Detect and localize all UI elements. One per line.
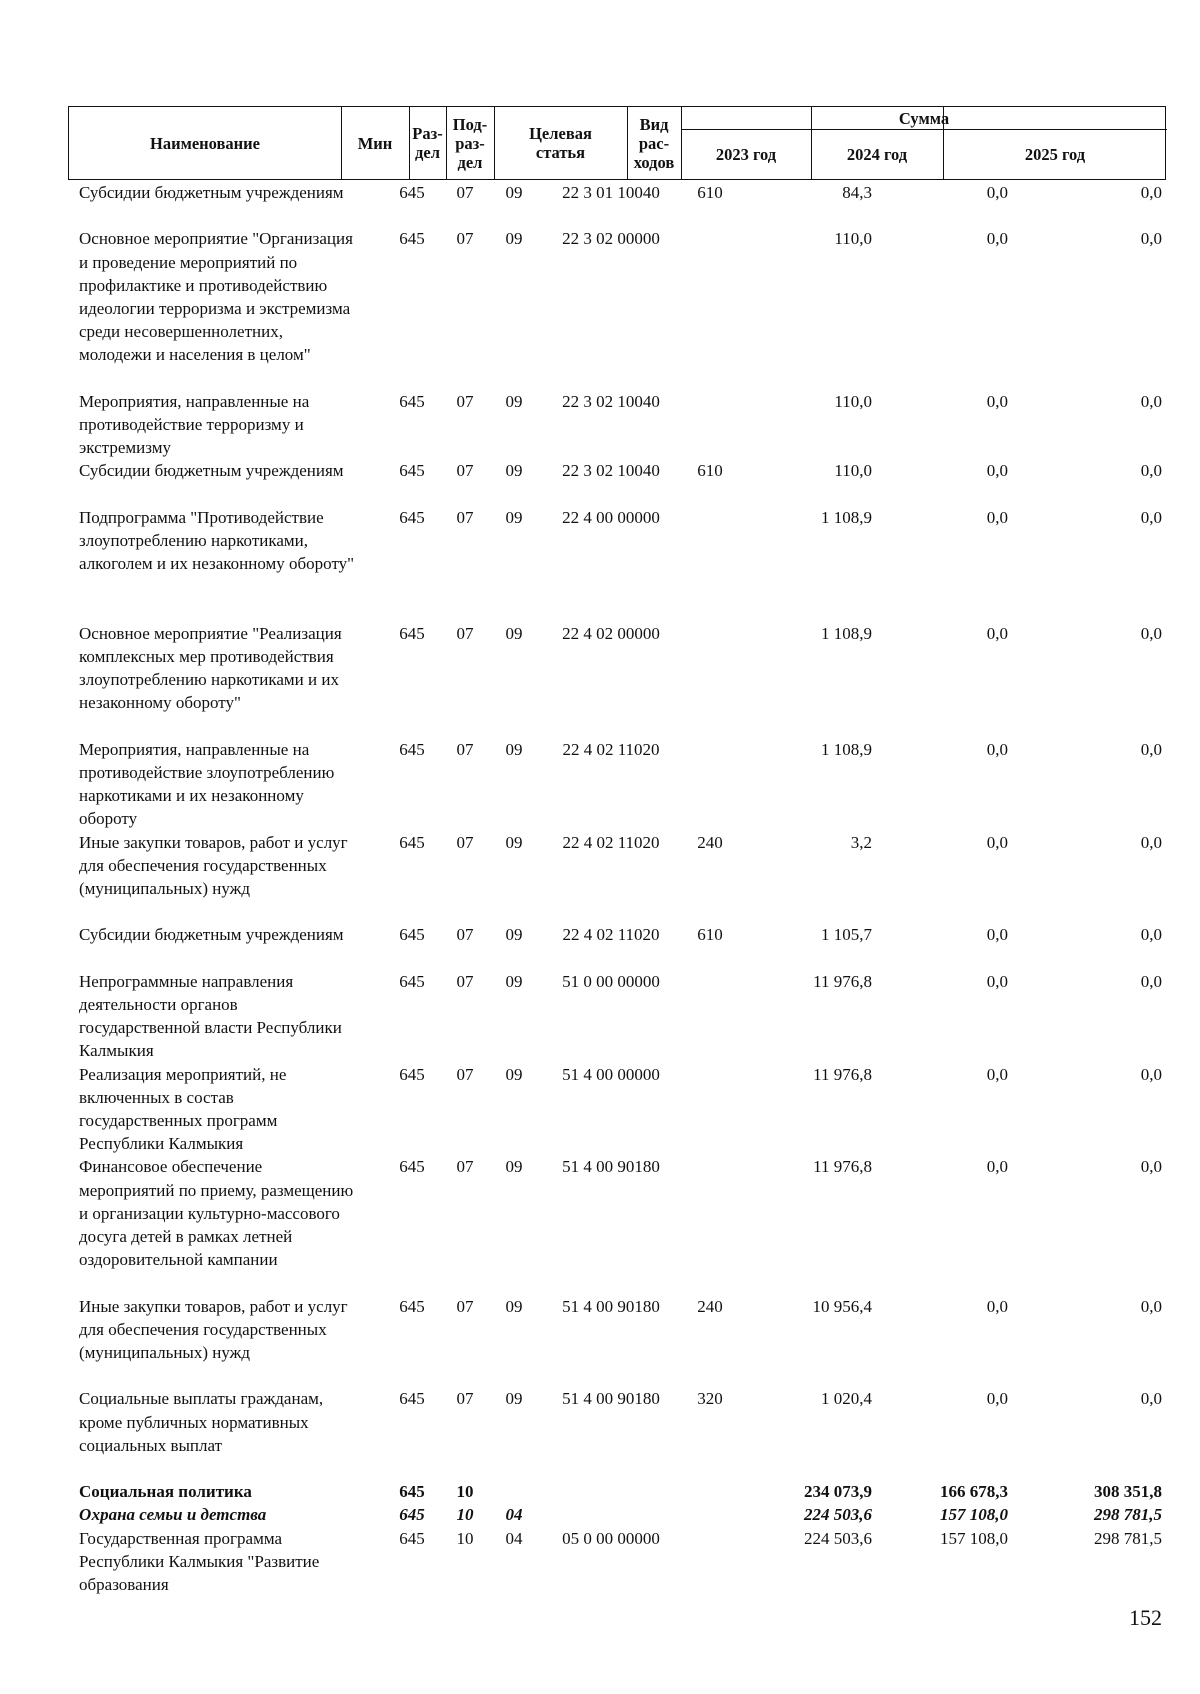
cell-podrazdel: 09: [505, 461, 523, 481]
cell-sum-2023: 84,3: [842, 183, 872, 202]
cell-sum-2024: 0,0: [986, 623, 1008, 643]
cell-name: Социальные выплаты гражданам, кроме публичных нормативных социальных выплат: [79, 1389, 324, 1455]
cell-min: 645: [399, 832, 425, 852]
table-row: [68, 1527, 1166, 1597]
cell-sum-2024: 166 678,3: [940, 1482, 1008, 1502]
cell-sum-2025: 0,0: [1140, 739, 1162, 759]
header-summa: Сумма: [898, 108, 950, 128]
header-naimenovanie: Наименование: [150, 133, 260, 153]
cell-min: 645: [399, 461, 425, 481]
cell-name: Охрана семьи и детства: [79, 1505, 267, 1525]
cell-min: 645: [399, 623, 425, 643]
table-row: [68, 1295, 1166, 1388]
cell-sum-2025: 0,0: [1140, 1064, 1162, 1084]
cell-vid: 320: [697, 1389, 723, 1409]
cell-podrazdel: 09: [505, 1389, 523, 1409]
cell-target: 22 4 00 00000: [562, 507, 660, 527]
cell-sum-2024: 0,0: [986, 925, 1008, 945]
cell-sum-2024: 0,0: [986, 1157, 1008, 1177]
cell-razdel: 07: [456, 739, 474, 759]
cell-sum-2023: 224 503,6: [804, 1505, 872, 1525]
table-body: [68, 181, 1166, 1596]
cell-sum-2023: 1 108,9: [821, 739, 872, 759]
cell-sum-2024: 0,0: [986, 229, 1008, 249]
cell-name: Финансовое обеспечение мероприятий по приему, размещению и организации культурно-массового досуга детей в рамках летней оздоровительной кампании: [79, 1157, 354, 1270]
cell-razdel: 07: [456, 1064, 474, 1084]
cell-min: 645: [399, 1528, 425, 1548]
cell-target: 22 3 01 10040: [562, 183, 660, 202]
cell-sum-2023: 1 020,4: [821, 1389, 872, 1409]
cell-sum-2025: 0,0: [1140, 925, 1162, 945]
cell-name: Государственная программа Республики Калмыкия "Развитие образования: [79, 1528, 320, 1594]
cell-razdel: 07: [456, 925, 474, 945]
cell-target: 51 4 00 90180: [562, 1296, 660, 1316]
cell-sum-2024: 0,0: [986, 1064, 1008, 1084]
cell-sum-2024: 0,0: [986, 461, 1008, 481]
cell-name: Реализация мероприятий, не включенных в состав государственных программ Республики Калмыкия: [79, 1064, 287, 1154]
cell-sum-2023: 1 105,7: [821, 925, 872, 945]
cell-sum-2023: 110,0: [834, 229, 872, 249]
cell-min: 645: [399, 739, 425, 759]
cell-name: Субсидии бюджетным учреждениям: [79, 925, 344, 945]
cell-sum-2025: 298 781,5: [1094, 1505, 1162, 1525]
cell-sum-2024: 0,0: [986, 832, 1008, 852]
cell-razdel: 07: [456, 971, 474, 991]
cell-razdel: 07: [456, 623, 474, 643]
cell-podrazdel: 09: [505, 391, 523, 411]
cell-sum-2025: 0,0: [1140, 461, 1162, 481]
cell-podrazdel: 04: [505, 1528, 523, 1548]
cell-podrazdel: 09: [505, 229, 523, 249]
cell-sum-2025: 308 351,8: [1094, 1482, 1162, 1502]
cell-razdel: 10: [456, 1505, 474, 1525]
table-row: [68, 970, 1166, 1063]
cell-podrazdel: 09: [505, 832, 523, 852]
cell-sum-2024: 0,0: [986, 391, 1008, 411]
cell-min: 645: [399, 183, 425, 202]
cell-min: 645: [399, 391, 425, 411]
cell-target: 51 4 00 90180: [562, 1389, 660, 1409]
cell-sum-2023: 110,0: [834, 391, 872, 411]
table-row: [68, 390, 1166, 460]
cell-sum-2024: 0,0: [986, 1296, 1008, 1316]
table-row: [68, 1155, 1166, 1294]
cell-razdel: 07: [456, 832, 474, 852]
cell-razdel: 07: [456, 507, 474, 527]
cell-target: 22 4 02 00000: [562, 623, 660, 643]
cell-target: 51 4 00 00000: [562, 1064, 660, 1084]
cell-sum-2024: 0,0: [986, 971, 1008, 991]
table-row: [68, 1480, 1166, 1503]
cell-podrazdel: 09: [505, 183, 523, 202]
cell-sum-2025: 0,0: [1140, 391, 1162, 411]
cell-sum-2025: 0,0: [1140, 623, 1162, 643]
cell-sum-2025: 0,0: [1140, 183, 1162, 202]
cell-vid: 240: [697, 832, 723, 852]
cell-sum-2023: 11 976,8: [813, 1157, 872, 1177]
cell-sum-2024: 0,0: [986, 1389, 1008, 1409]
cell-name: Мероприятия, направленные на противодействие злоупотреблению наркотиками и их незаконному обороту: [79, 739, 335, 829]
header-razdel: Раз- дел: [412, 124, 443, 162]
cell-sum-2025: 0,0: [1140, 832, 1162, 852]
cell-podrazdel: 09: [505, 1296, 523, 1316]
cell-sum-2023: 1 108,9: [821, 623, 872, 643]
cell-min: 645: [399, 1157, 425, 1177]
cell-podrazdel: 09: [505, 925, 523, 945]
table-row: [68, 923, 1166, 969]
cell-target: 22 3 02 10040: [562, 391, 660, 411]
cell-sum-2023: 11 976,8: [813, 971, 872, 991]
cell-target: 51 0 00 00000: [562, 971, 660, 991]
cell-name: Субсидии бюджетным учреждениям: [79, 183, 344, 202]
cell-sum-2023: 3,2: [850, 832, 872, 852]
cell-name: Мероприятия, направленные на противодействие терроризму и экстремизму: [79, 391, 310, 458]
cell-name: Субсидии бюджетным учреждениям: [79, 461, 344, 481]
cell-vid: 610: [697, 183, 723, 202]
header-2024: 2024 год: [846, 144, 908, 164]
cell-name: Иные закупки товаров, работ и услуг для обеспечения государственных (муниципальных) нужд: [79, 1296, 348, 1362]
cell-target: 22 3 02 10040: [562, 461, 660, 481]
cell-sum-2023: 11 976,8: [813, 1064, 872, 1084]
cell-sum-2023: 224 503,6: [804, 1528, 872, 1548]
cell-razdel: 07: [456, 391, 474, 411]
cell-min: 645: [399, 1505, 425, 1525]
cell-sum-2024: 0,0: [986, 183, 1008, 202]
cell-target: 22 4 02 11020: [562, 739, 660, 759]
cell-min: 645: [399, 507, 425, 527]
cell-target: 22 4 02 11020: [562, 925, 660, 945]
cell-podrazdel: 09: [505, 623, 523, 643]
cell-name: Основное мероприятие "Реализация комплексных мер противодействия злоупотреблению наркотиками и их незаконному обороту": [79, 623, 342, 713]
cell-podrazdel: 09: [505, 507, 523, 527]
cell-razdel: 07: [456, 461, 474, 481]
cell-target: 22 4 02 11020: [562, 832, 660, 852]
cell-target: 51 4 00 90180: [562, 1157, 660, 1177]
cell-name: Подпрограмма "Противодействие злоупотреблению наркотиками, алкоголем и их незаконному обороту": [79, 507, 355, 574]
cell-sum-2025: 0,0: [1140, 1296, 1162, 1316]
cell-min: 645: [399, 1064, 425, 1084]
header-podrazdel: Под- раз- дел: [452, 114, 488, 172]
cell-name: Основное мероприятие "Организация и проведение мероприятий по профилактике и противодействию идеологии терроризма и экстремизма среди несовершеннолетних, молодежи и населения в целом": [79, 229, 353, 365]
cell-sum-2025: 0,0: [1140, 1389, 1162, 1409]
table-row: [68, 1387, 1166, 1480]
cell-sum-2025: 298 781,5: [1094, 1528, 1162, 1548]
cell-sum-2023: 234 073,9: [804, 1482, 872, 1502]
cell-podrazdel: 09: [505, 1064, 523, 1084]
cell-target: 05 0 00 00000: [562, 1528, 660, 1548]
header-min: Мин: [357, 133, 393, 153]
cell-min: 645: [399, 1482, 425, 1502]
cell-min: 645: [399, 1389, 425, 1409]
cell-sum-2024: 157 108,0: [940, 1505, 1008, 1525]
cell-podrazdel: 09: [505, 739, 523, 759]
cell-min: 645: [399, 229, 425, 249]
table-row: [68, 622, 1166, 738]
cell-sum-2025: 0,0: [1140, 1157, 1162, 1177]
cell-razdel: 07: [456, 1296, 474, 1316]
cell-razdel: 07: [456, 183, 474, 202]
cell-name: Иные закупки товаров, работ и услуг для обеспечения государственных (муниципальных) нужд: [79, 832, 348, 898]
table-row: [68, 1063, 1166, 1156]
cell-vid: 610: [697, 925, 723, 945]
table-row: [68, 181, 1166, 227]
cell-sum-2025: 0,0: [1140, 507, 1162, 527]
header-celevaya-statya: Целевая статья: [529, 124, 592, 162]
table-header: [68, 106, 1166, 180]
header-vid-rashodov: Вид рас- ходов: [633, 114, 675, 172]
cell-podrazdel: 09: [505, 971, 523, 991]
cell-min: 645: [399, 1296, 425, 1316]
cell-razdel: 07: [456, 229, 474, 249]
header-2025: 2025 год: [1024, 144, 1086, 164]
cell-razdel: 10: [456, 1528, 474, 1548]
header-2023: 2023 год: [715, 144, 777, 164]
cell-razdel: 07: [456, 1157, 474, 1177]
table-row: [68, 738, 1166, 831]
table-row: [68, 227, 1166, 389]
cell-sum-2024: 0,0: [986, 739, 1008, 759]
cell-name: Непрограммные направления деятельности органов государственной власти Республики Калмыкия: [79, 971, 342, 1061]
cell-sum-2024: 0,0: [986, 507, 1008, 527]
cell-vid: 240: [697, 1296, 723, 1316]
table-row: [68, 831, 1166, 924]
cell-sum-2025: 0,0: [1140, 971, 1162, 991]
cell-podrazdel: 09: [505, 1157, 523, 1177]
table-row: [68, 459, 1166, 505]
cell-razdel: 07: [456, 1389, 474, 1409]
cell-sum-2023: 1 108,9: [821, 507, 872, 527]
cell-min: 645: [399, 971, 425, 991]
table-row: [68, 1503, 1166, 1526]
cell-sum-2024: 157 108,0: [940, 1528, 1008, 1548]
table-row: [68, 506, 1166, 622]
cell-min: 645: [399, 925, 425, 945]
cell-sum-2025: 0,0: [1140, 229, 1162, 249]
cell-sum-2023: 110,0: [834, 461, 872, 481]
cell-podrazdel: 04: [505, 1505, 523, 1525]
page-number: 152: [1129, 1605, 1162, 1630]
cell-sum-2023: 10 956,4: [812, 1296, 872, 1316]
cell-vid: 610: [697, 461, 723, 481]
cell-name: Социальная политика: [79, 1482, 252, 1502]
cell-target: 22 3 02 00000: [562, 229, 660, 249]
cell-razdel: 10: [456, 1482, 474, 1502]
